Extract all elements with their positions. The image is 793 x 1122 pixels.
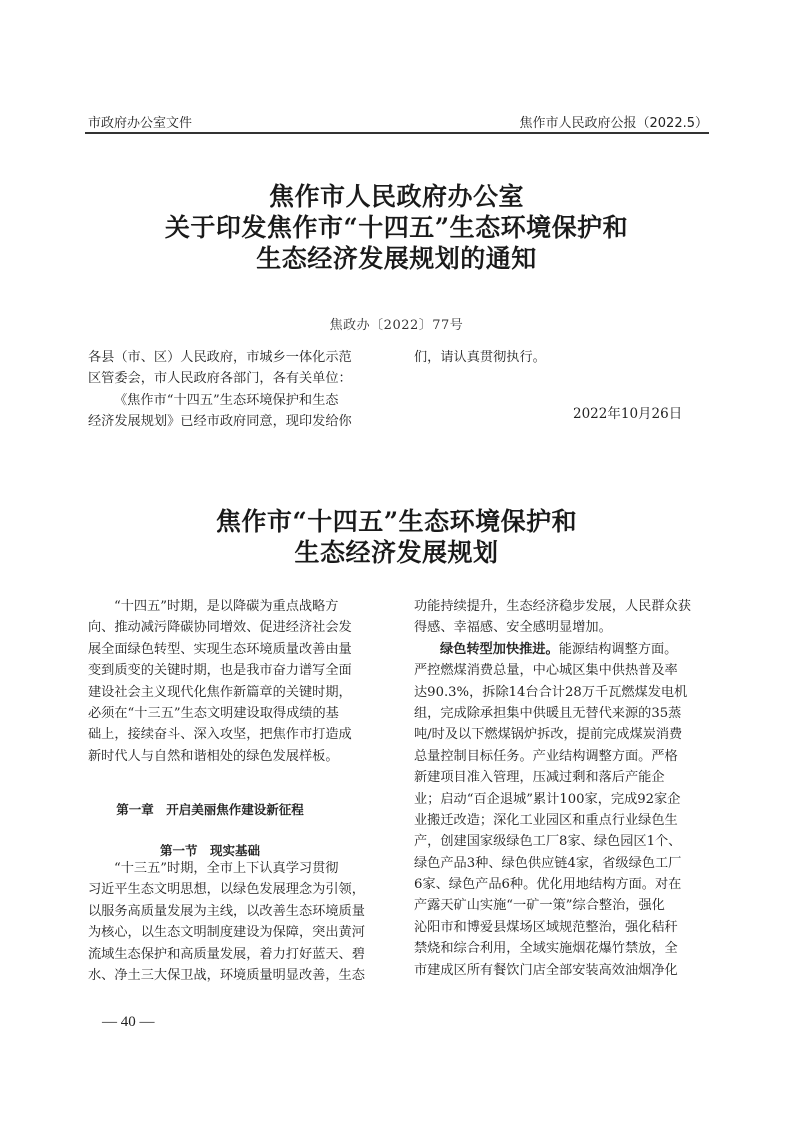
text-line: 业；启动“百企退城”累计100家，完成92家企 (414, 791, 681, 807)
running-header (88, 110, 708, 132)
notice-title-line: 焦作市人民政府办公室 (268, 182, 524, 211)
text-line: 《焦作市“十四五”生态环境保护和生态 (114, 392, 339, 408)
text-line: 水、净土三大保卫战，环境质量明显改善，生态 (88, 967, 365, 983)
document-number: 焦政办〔2022〕77号 (329, 318, 464, 333)
notice-body-right (414, 347, 546, 368)
text-line: 础上，接续奋斗、深入攻坚，把焦作市打造成 (88, 727, 352, 743)
plan-left-paragraph-1 (88, 596, 352, 767)
text-line: 建设社会主义现代化焦作新篇章的关键时期， (88, 684, 352, 700)
text-line: 经济发展规划》已经市政府同意，现印发给你 (88, 414, 352, 430)
section-heading: 第一节 现实基础 (159, 843, 260, 858)
text-line: 吨/时及以下燃煤锅炉拆改，提前完成煤炭消费 (414, 727, 683, 743)
text-run: 能源结构调整方面。 (558, 641, 678, 657)
text-line: 总量控制目标任务。产业结构调整方面。严格 (414, 748, 678, 764)
text-line: 新时代人与自然和谐相处的绿色发展样板。 (88, 748, 339, 764)
text-line: 区管委会，市人民政府各部门，各有关单位： (88, 371, 352, 387)
plan-title-line: 焦作市“十四五”生态环境保护和 (215, 507, 578, 536)
text-line: 新建项目准入管理，压减过剩和落后产能企 (414, 770, 665, 786)
text-line: 严控燃煤消费总量，中心城区集中供热普及率 (414, 663, 678, 679)
header-left: 市政府办公室文件 (88, 116, 193, 131)
bold-lead-in: 绿色转型加快推进。 (440, 641, 559, 657)
page-number: — 40 — (102, 1014, 155, 1030)
notice-date: 2022年10月26日 (573, 406, 683, 422)
notice-title-line: 关于印发焦作市“十四五”生态环境保护和 (164, 213, 629, 242)
text-line: “十四五”时期，是以降碳为重点战略方 (114, 599, 339, 614)
text-line: 得感、幸福感、安全感明显增加。 (414, 620, 612, 636)
text-line: 以服务高质量发展为主线，以改善生态环境质量 (88, 903, 365, 919)
text-line: 产露天矿山实施“一矿一策”综合整治，强化 (414, 898, 665, 914)
text-line: 习近平生态文明思想，以绿色发展理念为引领， (88, 882, 365, 898)
chapter-heading: 第一章 开启美丽焦作建设新征程 (116, 802, 304, 817)
text-line: 必须在“十三五”生态文明建设取得成绩的基 (88, 705, 339, 721)
text-line: 绿色产品3种、绿色供应链4家，省级绿色工厂 (414, 855, 682, 871)
text-line: 业搬迁改造；深化工业园区和重点行业绿色生 (414, 812, 678, 828)
header-rule (85, 132, 709, 134)
text-line: 沁阳市和博爱县煤场区域规范整治，强化秸秆 (414, 919, 678, 935)
text-line: 各县（市、区）人民政府，市城乡一体化示范 (88, 350, 352, 365)
text-line: 变到质变的关键时期，也是我市奋力谱写全面 (88, 663, 352, 679)
text-line: 们，请认真贯彻执行。 (414, 350, 546, 365)
header-right: 焦作市人民政府公报（2022.5） (519, 116, 708, 131)
text-line: “十三五”时期，全市上下认真学习贯彻 (114, 861, 339, 876)
notice-title-line: 生态经济发展规划的通知 (256, 244, 537, 273)
notice-title (0, 181, 793, 274)
text-line: 功能持续提升，生态经济稳步发展，人民群众获 (414, 599, 691, 614)
text-line: 为核心，以生态文明制度建设为保障，突出黄河 (88, 925, 365, 941)
plan-left-paragraph-2 (88, 858, 365, 986)
plan-title-line: 生态经济发展规划 (294, 538, 499, 567)
text-line: 流域生态保护和高质量发展，着力打好蓝天、碧 (88, 946, 365, 962)
text-line: 禁烧和综合利用，全域实施烟花爆竹禁放，全 (414, 941, 678, 957)
text-line: 产，创建国家级绿色工厂8家、绿色园区1个、 (414, 834, 682, 850)
plan-title (0, 506, 793, 568)
plan-right-column (414, 596, 691, 981)
text-line: 展全面绿色转型、实现生态环境质量改善由量 (88, 641, 352, 657)
text-line: 达90.3%，拆除14台合计28万千瓦燃煤发电机 (414, 684, 688, 700)
text-line: 市建成区所有餐饮门店全部安装高效油烟净化 (414, 962, 678, 978)
text-line: 6家、绿色产品6种。优化用地结构方面。对在 (414, 877, 682, 893)
text-line (414, 639, 691, 660)
notice-body-left (88, 347, 352, 433)
text-line: 组，完成除承担集中供暖且无替代来源的35蒸 (414, 705, 682, 721)
text-line: 向、推动减污降碳协同增效、促进经济社会发 (88, 620, 352, 636)
